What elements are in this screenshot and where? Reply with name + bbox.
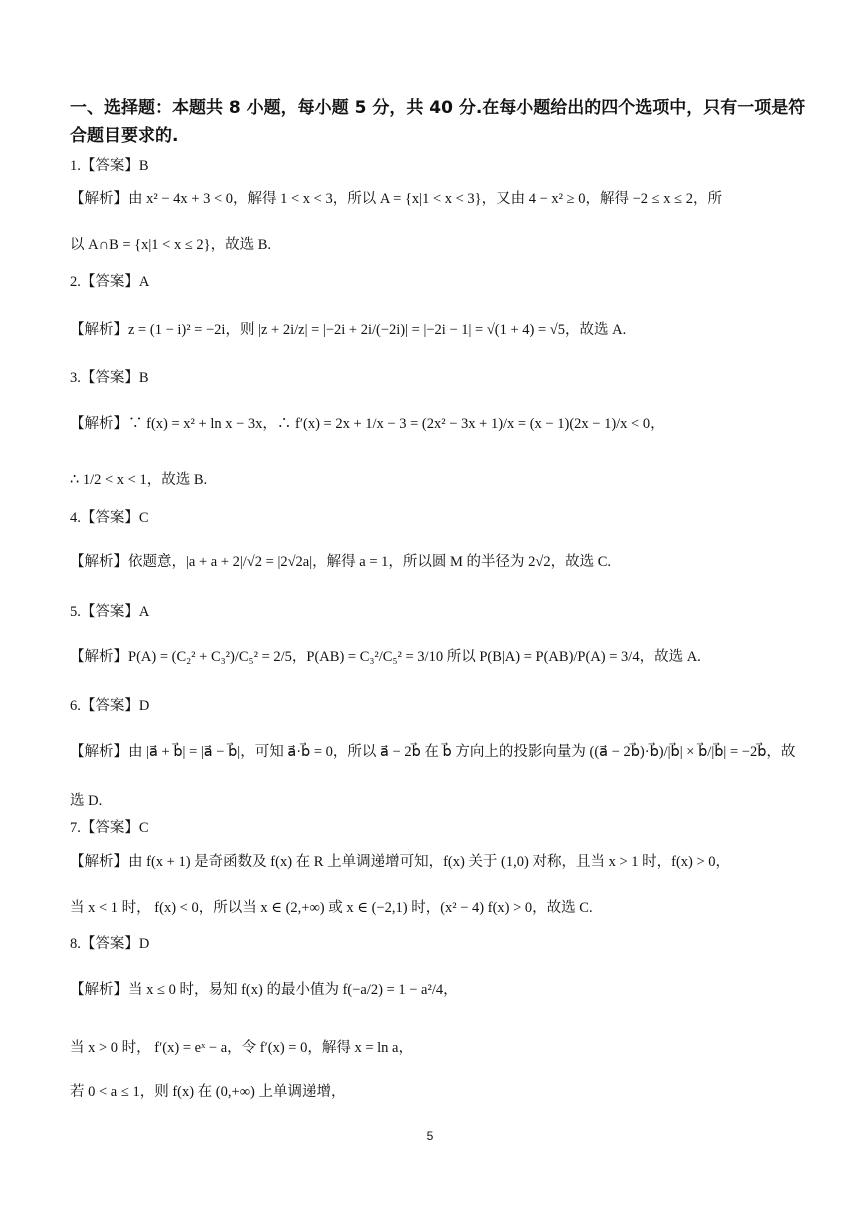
analysis-6-line-1: 【解析】由 |a⃗ + b⃗| = |a⃗ − b⃗|，可知 a⃗·b⃗ = 0，所以 a⃗ − 2b⃗ 在 b⃗ 方向上的投影向量为 ((a⃗ − 2b⃗)·b⃗)/|b⃗| × b⃗/|b⃗| = −2b⃗，故 bbox=[70, 744, 796, 760]
analysis-4-line-1: 【解析】依题意，|a + a + 2|/√2 = |2√2a|，解得 a = 1，所以圆 M 的半径为 2√2，故选 C. bbox=[70, 554, 612, 570]
analysis-3-line-2: ∴ 1/2 < x < 1，故选 B. bbox=[70, 472, 208, 488]
answer-6: 6.【答案】D bbox=[70, 698, 150, 714]
analysis-5-line-1: 【解析】P(A) = (C₂² + C₃²)/C₅² = 2/5，P(AB) = C₃²/C₅² = 3/10 所以 P(B|A) = P(AB)/P(A) = 3/4，故选 A. bbox=[70, 649, 701, 665]
answer-8: 8.【答案】D bbox=[70, 936, 150, 952]
analysis-2-line-1: 【解析】z = (1 − i)² = −2i，则 |z + 2i/z| = |−2i + 2i/(−2i)| = |−2i − 1| = √(1 + 4) = √5，故选 A. bbox=[70, 322, 627, 338]
analysis-8-line-2: 当 x > 0 时， f′(x) = eˣ − a，令 f′(x) = 0，解得 x = ln a， bbox=[70, 1040, 413, 1056]
page-number: 5 bbox=[426, 1129, 434, 1143]
answer-5: 5.【答案】A bbox=[70, 604, 150, 620]
analysis-8-line-1: 【解析】当 x ≤ 0 时，易知 f(x) 的最小值为 f(−a/2) = 1 − a²/4， bbox=[70, 982, 458, 998]
answer-2: 2.【答案】A bbox=[70, 274, 150, 290]
answer-3: 3.【答案】B bbox=[70, 370, 149, 386]
section-heading: 一、选择题：本题共 8 小题，每小题 5 分，共 40 分.在每小题给出的四个选项中，只有一项是符合题目要求的. bbox=[70, 98, 806, 146]
analysis-1-line-2: 以 A∩B = {x|1 < x ≤ 2}，故选 B. bbox=[70, 237, 272, 253]
answer-7: 7.【答案】C bbox=[70, 820, 149, 836]
analysis-7-line-2: 当 x < 1 时， f(x) < 0，所以当 x ∈ (2,+∞) 或 x ∈ (−2,1) 时，(x² − 4) f(x) > 0，故选 C. bbox=[70, 900, 593, 916]
analysis-3-line-1: 【解析】∵ f(x) = x² + ln x − 3x，∴ f′(x) = 2x + 1/x − 3 = (2x² − 3x + 1)/x = (x − 1)(2x − 1)/x < 0， bbox=[70, 416, 665, 432]
analysis-8-line-3: 若 0 < a ≤ 1，则 f(x) 在 (0,+∞) 上单调递增， bbox=[70, 1084, 346, 1100]
analysis-7-line-1: 【解析】由 f(x + 1) 是奇函数及 f(x) 在 R 上单调递增可知，f(x) 关于 (1,0) 对称，且当 x > 1 时，f(x) > 0， bbox=[70, 854, 731, 870]
analysis-1-line-1: 【解析】由 x² − 4x + 3 < 0，解得 1 < x < 3，所以 A = {x|1 < x < 3}，又由 4 − x² ≥ 0，解得 −2 ≤ x ≤ 2，所 bbox=[70, 191, 722, 207]
analysis-6-line-2: 选 D. bbox=[70, 793, 103, 809]
answer-1: 1.【答案】B bbox=[70, 158, 149, 174]
answer-4: 4.【答案】C bbox=[70, 510, 149, 526]
